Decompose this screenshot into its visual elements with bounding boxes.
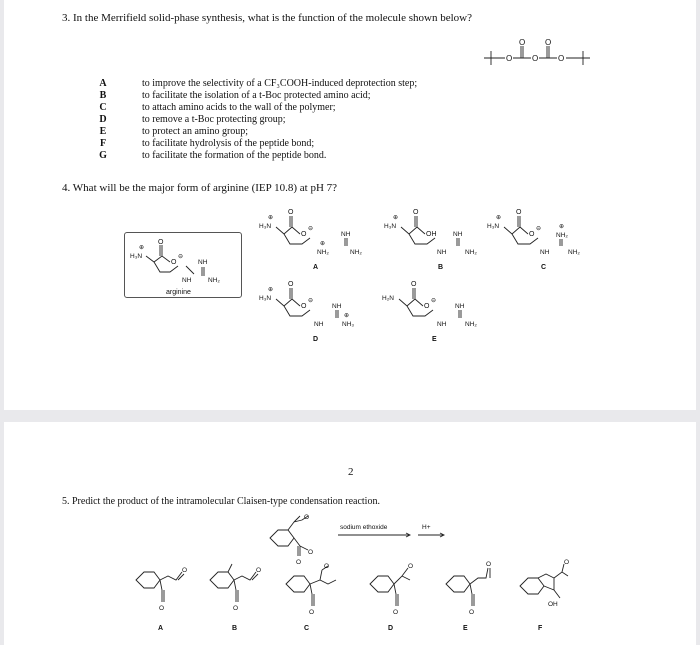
chem-h3n: H₃N [259,295,272,302]
chem-nh2: NH₂ [568,249,580,256]
chem-plus: ⊕ [496,215,502,221]
chem-nh: NH [455,303,465,310]
option-letter: G [99,150,107,161]
arginine-structure [126,232,238,296]
chem-o: O [545,38,552,47]
option-letter: A [99,78,107,89]
chem-o: O [506,54,513,63]
option-text: to protect an amino group; [142,126,249,137]
choice-label: A [313,264,319,271]
option-text: to facilitate hydrolysis of the peptide bond; [142,138,315,149]
chem-h3n: H₃N [384,223,397,230]
chem-o: O [182,567,188,574]
option-row[interactable] [96,102,417,114]
option-text: to attach amino acids to the wall of the polymer; [142,102,336,113]
reactant-structure [260,510,340,565]
chem-nh: NH [437,321,447,328]
chem-o: O [393,609,399,616]
q3-options [96,78,417,162]
chem-minus: ⊖ [536,226,542,232]
chem-o: O [564,559,570,566]
option-row[interactable] [96,150,417,162]
chem-o: O [519,38,526,47]
chem-plus: ⊕ [320,241,326,247]
chem-nh2: NH₂ [556,232,568,239]
choice-label: F [538,625,543,632]
choice-label: E [463,625,468,632]
arginine-form-a-structure [256,206,376,266]
chem-o: O [516,209,522,216]
option-letter: E [99,126,107,137]
chem-o: O [486,561,492,568]
reaction-arrows [334,532,454,540]
chem-o: O [558,54,565,63]
chem-nh: NH [540,249,550,256]
chem-nh2: NH₂ [208,277,220,284]
choice-label: C [304,625,310,632]
choice-label: C [541,264,547,271]
chem-o: O [308,549,314,556]
chem-nh2: NH₂ [465,321,477,328]
chem-o: O [301,303,307,310]
arginine-label: arginine [166,289,191,296]
option-letter: F [99,138,107,149]
option-letter: D [99,114,107,125]
option-row[interactable] [96,78,417,90]
option-text: to facilitate the isolation of a t-Boc protected amino acid; [142,90,371,101]
chem-o: O [309,609,315,616]
arginine-form-c-structure [484,206,604,266]
chem-nh: NH [182,277,192,284]
boc-anhydride-structure [478,36,608,72]
chem-o: O [301,231,307,238]
chem-plus: ⊕ [139,245,145,251]
chem-o: O [256,567,262,574]
arginine-form-b-structure [381,206,501,266]
arginine-form-d-structure [256,274,376,334]
q5-stem: 5. Predict the product of the intramolecular Claisen-type condensation reaction. [62,496,380,507]
chem-h3n: H₃N [130,253,143,260]
option-row[interactable] [96,90,417,102]
choice-label: E [432,336,437,343]
chem-o: O [304,514,310,521]
chem-nh2: NH₂ [317,249,329,256]
product-c-structure [280,562,350,624]
q3-stem: 3. In the Merrifield solid-phase synthesis, what is the function of the molecule shown below? [62,12,472,24]
chem-nh2: NH₂ [465,249,477,256]
chem-o: O [424,303,430,310]
chem-o: O [159,605,165,612]
chem-minus: ⊖ [178,254,184,260]
chem-oh: OH [426,231,437,238]
product-e-structure [440,562,510,624]
chem-o: O [288,281,294,288]
page-number: 2 [348,466,354,478]
option-text: to remove a t-Boc protecting group; [142,114,286,125]
choice-label: D [388,625,394,632]
chem-plus: ⊕ [559,224,565,230]
option-row[interactable] [96,126,417,138]
chem-minus: ⊖ [308,226,314,232]
chem-o: O [411,281,417,288]
option-row[interactable] [96,114,417,126]
chem-plus: ⊕ [268,287,274,293]
chem-o: O [408,563,414,570]
chem-o: O [532,54,539,63]
choice-label: A [158,625,164,632]
choice-label: B [232,625,238,632]
product-b-structure [204,562,274,624]
chem-plus: ⊕ [344,313,350,319]
chem-nh: NH [314,321,324,328]
chem-nh: NH [198,259,208,266]
chem-nh3: NH₃ [342,321,355,328]
chem-h3n: H₃N [259,223,272,230]
chem-nh: NH [341,231,351,238]
chem-h3n: H₃N [487,223,500,230]
chem-nh: NH [437,249,447,256]
chem-h2n: H₂N [382,295,394,302]
chem-oh: OH [548,601,558,608]
chem-o: O [158,239,164,246]
product-d-structure [364,562,434,624]
reagent-acid: H+ [422,524,431,531]
option-letter: C [99,102,107,113]
chem-o: O [171,259,177,266]
chem-o: O [296,559,302,566]
option-text: to facilitate the formation of the peptide bond. [142,150,327,161]
option-row[interactable] [96,138,417,150]
chem-nh: NH [453,231,463,238]
product-a-structure [130,562,200,624]
page-one [4,0,696,410]
option-letter: B [99,90,107,101]
choice-label: D [313,336,319,343]
chem-minus: ⊖ [431,298,437,304]
chem-o: O [324,563,330,570]
reagent-sodium-ethoxide: sodium ethoxide [340,524,388,531]
chem-plus: ⊕ [393,215,399,221]
chem-nh2: NH₂ [350,249,362,256]
q4-stem: 4. What will be the major form of arginine (IEP 10.8) at pH 7? [62,182,338,194]
page-two [4,422,696,645]
chem-minus: ⊖ [308,298,314,304]
arginine-form-e-structure [379,274,499,334]
option-text: to improve the selectivity of a CF₃COOH-induced deprotection step; [142,78,418,89]
choice-label: B [438,264,444,271]
product-f-structure [514,559,594,624]
chem-plus: ⊕ [268,215,274,221]
chem-o: O [413,209,419,216]
chem-o: O [288,209,294,216]
chem-nh: NH [332,303,342,310]
chem-o: O [469,609,475,616]
chem-o: O [529,231,535,238]
chem-o: O [233,605,239,612]
